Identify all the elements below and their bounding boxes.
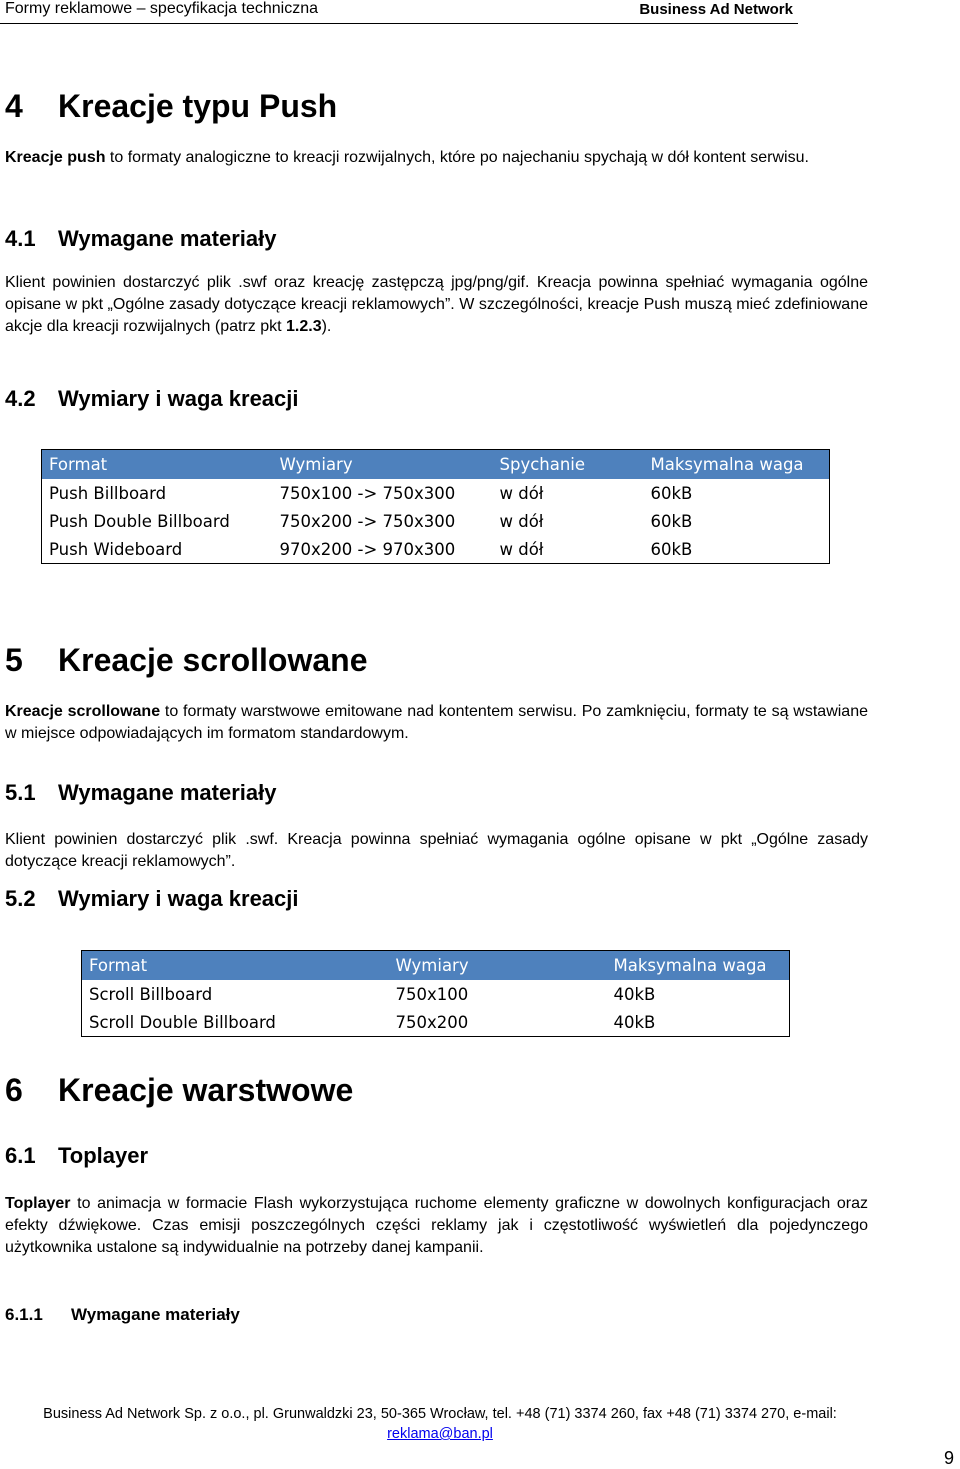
paragraph-text: to animacja w formacie Flash wykorzystująca ruchome elementy graficzne w dowolnych konfiguracjach oraz efekty dźwiękowe. Czas emisji poszczególnych części reklamy jak i częstotliwość wyświetleń dla pojedynczego użytkownika ustalone są indywidualnie na potrzeby danej kampanii.	[5, 1195, 868, 1256]
term-bold: Toplayer	[5, 1195, 71, 1212]
heading-number: 5	[5, 642, 23, 678]
table-header-cell: Format	[42, 450, 273, 480]
table-cell: Scroll Billboard	[89, 984, 213, 1004]
section-4-1-text	[5, 272, 868, 338]
table-cell: 750x100 -> 750x300	[279, 483, 456, 503]
table-header-row	[82, 951, 790, 981]
heading-section-6	[5, 1072, 353, 1109]
heading-number: 6	[5, 1072, 23, 1108]
heading-section-5-1	[5, 780, 276, 806]
heading-section-4	[5, 88, 337, 125]
table-header-cell: Wymiary	[273, 450, 493, 480]
heading-text: Wymiary i waga kreacji	[58, 886, 299, 911]
heading-section-6-1-1	[5, 1305, 240, 1325]
section-4-intro	[5, 147, 868, 169]
heading-section-4-2	[5, 386, 299, 412]
header-rule	[0, 23, 798, 24]
paragraph-text: ).	[321, 318, 332, 335]
heading-text: Kreacje typu Push	[58, 88, 338, 124]
table-row	[82, 1008, 790, 1037]
section-5-intro	[5, 701, 868, 745]
table-row	[42, 479, 830, 507]
heading-section-6-1	[5, 1143, 148, 1169]
table-header-cell: Wymiary	[389, 951, 607, 981]
heading-text: Wymagane materiały	[58, 780, 277, 805]
table-cell: 40kB	[613, 1012, 656, 1032]
heading-number: 6.1	[5, 1143, 36, 1168]
heading-text: Kreacje warstwowe	[58, 1072, 354, 1108]
heading-text: Kreacje scrollowane	[58, 642, 368, 678]
heading-section-5	[5, 642, 367, 679]
heading-section-5-2	[5, 886, 299, 912]
footer-email-link[interactable]: reklama@ban.pl	[387, 1426, 493, 1442]
running-header-title: Formy reklamowe – specyfikacja techniczna	[5, 0, 319, 17]
heading-number: 6.1.1	[5, 1305, 43, 1324]
footer-address: Business Ad Network Sp. z o.o., pl. Grunwaldzki 23, 50-365 Wrocław, tel. +48 (71) 3374 260, fax +48 (71) 3374 270, e-mail:	[43, 1406, 837, 1422]
heading-number: 4.2	[5, 386, 36, 411]
table-cell: 750x100	[395, 984, 469, 1004]
heading-text: Wymagane materiały	[58, 226, 277, 251]
table-header-cell: Maksymalna waga	[607, 951, 790, 981]
paragraph-text: to formaty analogiczne to kreacji rozwijalnych, które po najechaniu spychają w dół kontent serwisu.	[105, 149, 809, 166]
scroll-specs-table	[81, 950, 790, 1037]
table-header-row	[42, 450, 830, 480]
table-cell: Push Wideboard	[49, 539, 183, 559]
table-cell: w dół	[499, 483, 544, 503]
table-header-cell: Format	[82, 951, 389, 981]
heading-number: 4	[5, 88, 23, 124]
table-header-cell: Maksymalna waga	[644, 450, 830, 480]
page-number: 9	[943, 1448, 954, 1468]
table-cell: Push Billboard	[49, 483, 167, 503]
table-cell: 750x200	[395, 1012, 469, 1032]
table-cell: 60kB	[650, 511, 693, 531]
section-6-1-text	[5, 1193, 868, 1259]
heading-number: 5.2	[5, 886, 36, 911]
table-row	[82, 980, 790, 1008]
heading-number: 4.1	[5, 226, 36, 251]
table-header-cell: Spychanie	[493, 450, 644, 480]
table-cell: w dół	[499, 511, 544, 531]
push-specs-table	[41, 449, 830, 564]
term-bold: Kreacje scrollowane	[5, 703, 161, 720]
paragraph-text: to formaty warstwowe emitowane nad kontentem serwisu. Po zamknięciu, formaty te są wstawiane w miejsce odpowiadających im formatom standardowym.	[5, 703, 868, 742]
table-cell: 40kB	[613, 984, 656, 1004]
heading-text: Wymiary i waga kreacji	[58, 386, 299, 411]
term-bold: Kreacje push	[5, 149, 106, 166]
table-cell: 970x200 -> 970x300	[279, 539, 456, 559]
heading-section-4-1	[5, 226, 276, 252]
paragraph-text: Klient powinien dostarczyć plik .swf oraz kreację zastępczą jpg/png/gif. Kreacja powinna spełniać wymagania ogólne opisane w pkt „Ogólne zasady dotyczące kreacji reklamowych”. W szczególności, kreacje Push muszą mieć zdefiniowane akcje dla kreacji rozwijalnych (patrz pkt	[5, 274, 868, 335]
heading-text: Wymagane materiały	[71, 1305, 240, 1324]
section-5-1-text: Klient powinien dostarczyć plik .swf. Kreacja powinna spełniać wymagania ogólne opisane w pkt „Ogólne zasady dotyczące kreacji reklamowych”.	[5, 831, 868, 870]
table-cell: 60kB	[650, 483, 693, 503]
table-cell: Scroll Double Billboard	[89, 1012, 276, 1032]
heading-number: 5.1	[5, 780, 36, 805]
table-cell: 60kB	[650, 539, 693, 559]
table-cell: 750x200 -> 750x300	[279, 511, 456, 531]
running-header-company: Business Ad Network	[639, 1, 793, 18]
section-reference: 1.2.3	[286, 318, 322, 335]
heading-text: Toplayer	[58, 1143, 149, 1168]
table-cell: Push Double Billboard	[49, 511, 230, 531]
table-row	[42, 507, 830, 535]
table-row	[42, 535, 830, 564]
table-cell: w dół	[499, 539, 544, 559]
page-footer	[0, 1404, 880, 1444]
